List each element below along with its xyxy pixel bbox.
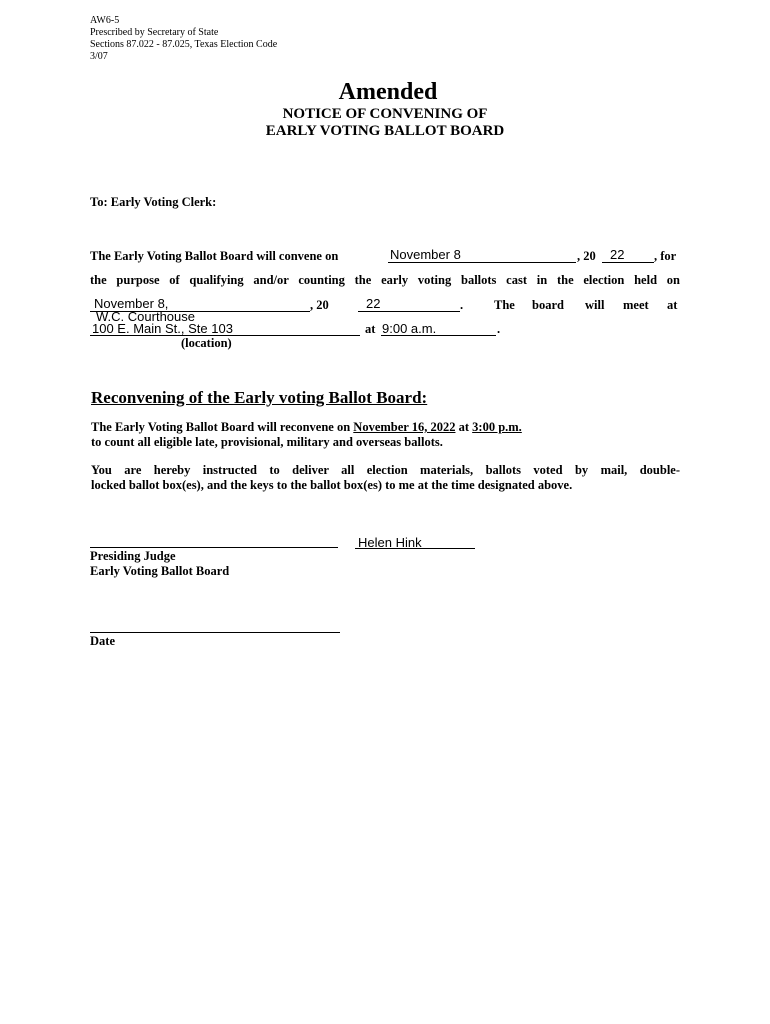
convene-year-field[interactable] [602,262,654,263]
notice-title-line2: EARLY VOTING BALLOT BOARD [265,123,505,139]
location-label: (location) [181,336,232,350]
location-value-2: 100 E. Main St., Ste 103 [92,321,233,336]
comma-twenty: , 20 [577,249,596,263]
convene-lead: The Early Voting Ballot Board will convene on [90,249,339,263]
convene-date-value: November 8 [390,247,461,262]
time-value: 9:00 a.m. [382,321,437,336]
presiding-judge-label: Presiding Judge [90,549,176,563]
date-label: Date [90,634,115,648]
notice-title-line1: NOTICE OF CONVENING OF [282,106,488,122]
instructions-line1: You are hereby instructed to deliver all election materials, ballots voted by mail, double- [91,463,680,477]
signature-line[interactable] [90,547,338,548]
convene-year-value: 22 [610,247,625,262]
reconvene-line2: to count all eligible late, provisional, military and overseas ballots. [91,435,443,449]
period-2: . [497,322,501,336]
period-1: . [460,298,464,312]
board-word-meet: meet [623,298,649,312]
form-id: AW6-5 [90,15,120,26]
reconvene-date: November 16, 2022 [353,420,456,434]
location-value-1: W.C. Courthouse [96,309,195,324]
board-word-will: will [585,298,605,312]
board-word-board: board [532,298,564,312]
amended-title: Amended [338,79,438,105]
reconvening-heading: Reconvening of the Early voting Ballot Board: [91,388,428,407]
election-year-value: 22 [366,296,381,311]
prescribed-by: Prescribed by Secretary of State [90,27,219,38]
to-line: To: Early Voting Clerk: [90,195,217,209]
ballot-board-label: Early Voting Ballot Board [90,564,230,578]
election-date-value: November 8, [94,296,169,311]
for-text: , for [654,249,677,263]
comma-twenty-b: , 20 [310,298,329,312]
reconvene-lead: The Early Voting Ballot Board will reconvene on [91,420,351,434]
reconvene-at: at [458,420,470,434]
board-word-the: The [494,298,515,312]
board-word-at: at [667,298,678,312]
form-date: 3/07 [90,51,108,62]
code-sections: Sections 87.022 - 87.025, Texas Election Code [90,39,278,50]
reconvene-time: 3:00 p.m. [472,420,522,434]
election-year-field[interactable] [358,311,460,312]
reconvene-line1 [91,420,522,435]
date-line[interactable] [90,632,340,633]
judge-name-value: Helen Hink [358,535,422,550]
purpose-text: the purpose of qualifying and/or counting the early voting ballots cast in the election held on [90,273,680,287]
instructions-line2: locked ballot box(es), and the keys to the ballot box(es) to me at the time designated above. [91,478,573,492]
convene-date-field[interactable] [388,262,576,263]
at-text: at [365,322,376,336]
